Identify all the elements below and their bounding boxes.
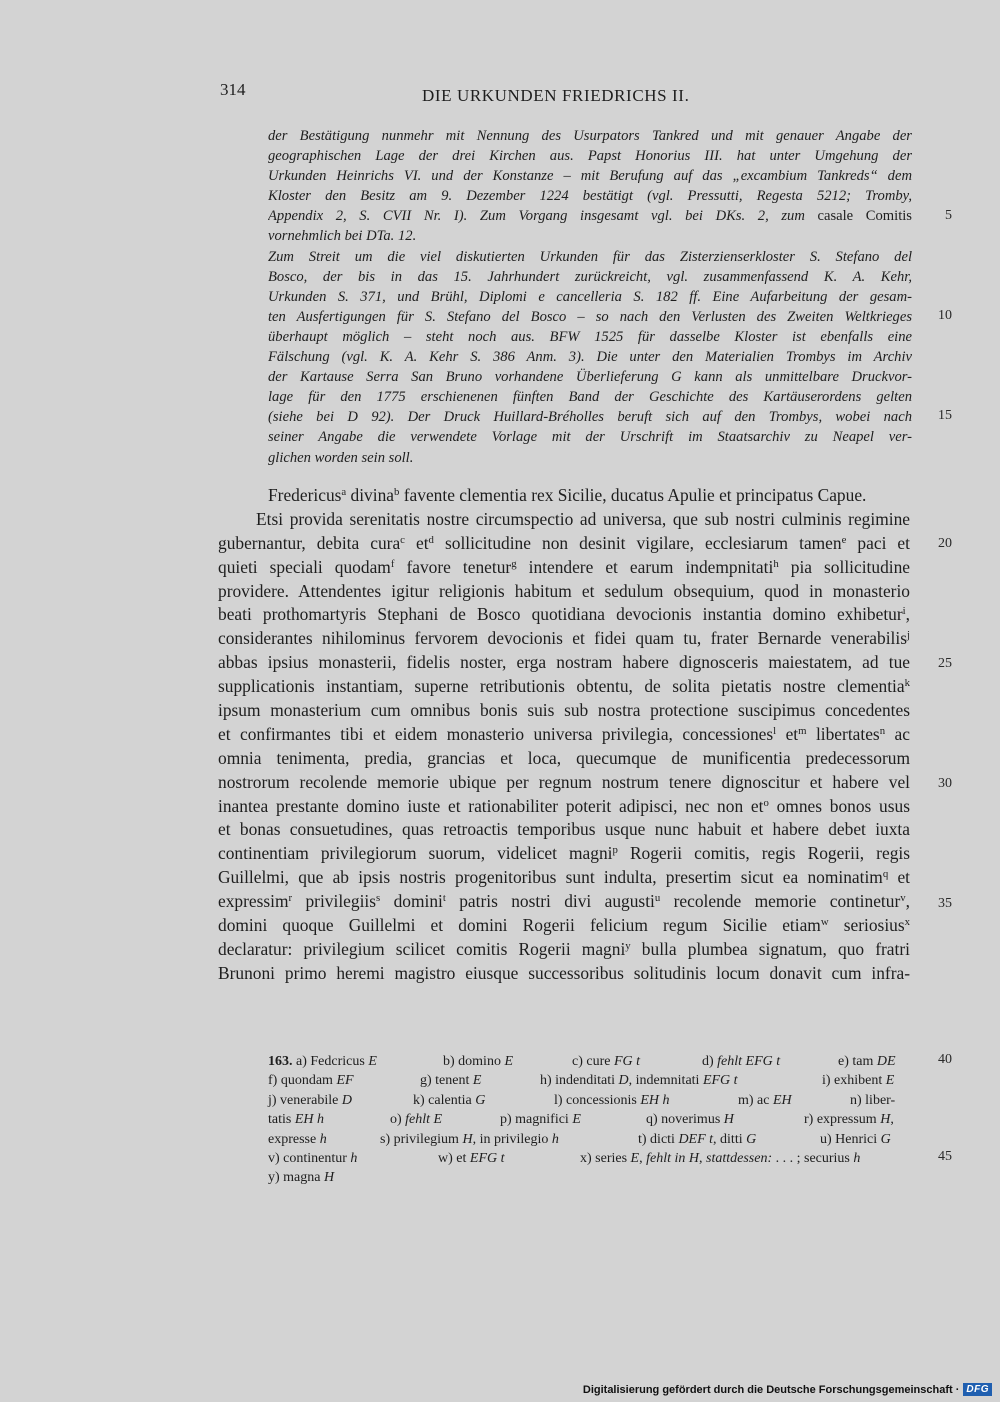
apparatus-entry: j) venerabile D <box>268 1092 352 1108</box>
italic-siglum: EH h <box>640 1092 670 1108</box>
apparatus-entry: w) et EFG t <box>438 1150 505 1166</box>
footnote-marker: r <box>288 892 293 905</box>
margin-line-number: 20 <box>938 536 952 551</box>
italic-siglum: D <box>618 1073 629 1089</box>
italic-siglum: h <box>350 1150 358 1166</box>
commentary-line: vornehmlich bei DTa. 12. <box>268 228 417 245</box>
apparatus-entry: t) dicti DEF t, ditti G <box>638 1131 757 1147</box>
italic-siglum: H <box>462 1131 473 1147</box>
edition-line: nostrorum recolende memorie ubique per regnum nostrum tenere dignoscitur et habere vel <box>218 771 910 792</box>
italic-siglum: EH <box>772 1092 792 1108</box>
edition-line: inantea prestante domino iuste et rationabiliter poterit adipisci, nec non $et^o$ omnes bonos usus <box>218 795 910 816</box>
apparatus-row <box>268 1149 912 1168</box>
italic-siglum: fehlt EFG t <box>717 1054 781 1069</box>
footer-text: Digitalisierung gefördert durch die Deutsche Forschungsgemeinschaft · <box>582 1383 960 1396</box>
edition-line: Guillelmi, que ab ipsis nostris progenitoribus sunt indulta, presertim sicut ea nominatim$^q$ et <box>218 867 910 888</box>
edition-line: considerantes nihilominus fervorem devocionis et fidei quam tu, frater Bernarde venerabilis$^j$ <box>218 628 910 649</box>
apparatus-entry: i) exhibent E <box>822 1073 895 1089</box>
italic-siglum: E <box>368 1054 377 1069</box>
edition-line: continentiam privilegiorum suorum, videlicet magni$^p$ Rogerii comitis, regis Rogerii, regis <box>218 843 910 864</box>
apparatus-entry: r) expressum H, <box>804 1112 894 1128</box>
italic-siglum: EH h <box>294 1112 325 1128</box>
italic-siglum: G <box>475 1092 486 1108</box>
italic-siglum: E <box>572 1112 581 1128</box>
footnote-marker: u <box>654 892 661 905</box>
footnote-marker: p <box>612 844 618 857</box>
edition-line: domini quoque Guillelmi et domini Rogerii felicium regum Sicilie etiam$^w$ seriosius$^x$ <box>218 915 910 936</box>
edition-line: quieti speciali quodam$^f$ favore tenetur$^g$ intendere et earum indempnitati$^h$ pia sollicitudine <box>218 556 910 577</box>
margin-line-number: 10 <box>938 308 952 323</box>
apparatus-entry: e) tam DE <box>838 1054 896 1069</box>
footnote-marker: f <box>390 557 395 570</box>
footnote-marker: m <box>798 724 807 737</box>
commentary-line: (siehe bei D 92). Der Druck Huillard-Bréholles beruft sich auf den Trombys, wobei nach <box>268 409 912 426</box>
italic-siglum: h <box>319 1131 327 1147</box>
footnote-marker: v <box>900 892 906 905</box>
italic-siglum: H <box>880 1112 891 1128</box>
commentary-line: Urkunden S. 371, und Brühl, Diplomi e cancelleria S. 182 ff. Eine Aufarbeitung der gesam- <box>268 288 912 305</box>
footnote-marker: q <box>882 868 889 881</box>
footnote-marker: j <box>907 629 910 642</box>
edition-line: Etsi provida serenitatis nostre circumspectio ad universa, que sub nostri culminis regimine <box>256 508 910 529</box>
margin-line-number: 30 <box>938 776 952 791</box>
italic-siglum: G <box>746 1131 757 1147</box>
commentary-line: Kloster den Besitz am 9. Dezember 1224 bestätigt (vgl. Pressutti, Regesta 5212; Tromby, <box>268 188 912 205</box>
apparatus-row <box>268 1071 912 1090</box>
apparatus-entry: expresse h <box>268 1131 327 1147</box>
apparatus-row <box>268 1130 912 1149</box>
commentary-line: seiner Angabe die verwendete Vorlage mit der Urschrift im Staatsarchiv zu Neapel ver- <box>268 429 912 446</box>
margin-line-number: 15 <box>938 408 952 423</box>
critical-apparatus <box>268 1052 912 1188</box>
footnote-marker: a <box>341 486 347 499</box>
apparatus-entry: h) indenditati D, indemnitati EFG t <box>540 1073 738 1089</box>
apparatus-entry: x) series E, fehlt in H, stattdessen: . . . ; securius h <box>580 1150 861 1166</box>
italic-siglum: E <box>630 1150 640 1166</box>
edition-line: et bonas consuetudines, quas retroactis temporibus usque nunc habuit et habere debet iuxta <box>218 819 910 840</box>
commentary-line: Zum Streit um die viel diskutierten Urkunden für das Zisterzienserkloster S. Stefano del <box>268 248 912 265</box>
apparatus-entry: c) cure FG t <box>572 1054 641 1069</box>
edition-text <box>218 484 910 986</box>
edition-line: providere. Attendentes igitur religionis habitum et sedulum obsequium, quod in monasterio <box>218 580 910 601</box>
margin-line-number: 35 <box>938 896 952 911</box>
footnote-marker: w <box>820 916 829 929</box>
commentary-line: geographischen Lage der drei Kirchen aus. Papst Honorius III. hat unter Umgehung der <box>268 148 912 165</box>
commentary-line: überhaupt möglich – steht noch aus. BFW 1525 für dasselbe Kloster ist ebenfalls eine <box>268 328 912 345</box>
footnote-marker: d <box>428 533 434 546</box>
italic-siglum: EFG t <box>469 1150 505 1166</box>
commentary-line: Urkunden Heinrichs VI. und der Konstanze – mit Berufung auf das „excambium Tankreds“ dem <box>268 168 912 185</box>
apparatus-row <box>268 1110 912 1129</box>
italic-siglum: FG t <box>613 1054 641 1069</box>
apparatus-entry: k) calentia G <box>413 1092 486 1108</box>
footnote-marker: e <box>841 533 847 546</box>
footnote-marker: g <box>511 557 517 570</box>
italic-siglum: DEF t <box>678 1131 714 1147</box>
apparatus-entry: d) fehlt EFG t <box>702 1054 781 1069</box>
margin-line-number: 25 <box>938 656 952 671</box>
apparatus-entry: l) concessionis EH h <box>554 1092 670 1108</box>
italic-siglum: E <box>504 1054 514 1069</box>
edition-line: expressim$^r$ privilegiis$^s$ domini$^t$ patris nostri divi augusti$^u$ recolende memorie continetur$^v$, <box>218 891 910 912</box>
footnote-marker: s <box>376 892 381 905</box>
document-intitulatio: Fredericus$^a$ divina$^b$ favente clementia rex Sicilie, ducatus Apulie et principatus Capue. <box>268 485 867 505</box>
commentary-line: lage für den 1775 erschienenen fünften Band der Geschichte des Kartäuserordens gelten <box>268 389 912 406</box>
apparatus-entry: b) domino E <box>443 1054 514 1069</box>
commentary-line: der Kartause Serra San Bruno vorhandene Überlieferung G kann als unmittelbare Druckvor- <box>268 369 912 386</box>
document-number: 163. <box>268 1054 296 1069</box>
footnote-marker: y <box>625 940 631 952</box>
apparatus-entry: m) ac EH <box>738 1092 792 1108</box>
footnote-marker: x <box>904 916 910 929</box>
apparatus-row <box>268 1091 912 1110</box>
italic-siglum: fehlt in H <box>646 1150 699 1166</box>
apparatus-entry: g) tenent E <box>420 1073 482 1089</box>
footnote-marker: o <box>763 796 769 809</box>
apparatus-entry: u) Henrici G <box>820 1131 891 1147</box>
apparatus-row <box>268 1052 912 1071</box>
edition-line: supplicationis instantiam, superne retributionis obtentu, de solita pietatis nostre clementia$^k$ <box>218 676 910 697</box>
italic-siglum: D <box>341 1092 352 1108</box>
margin-line-number: 40 <box>938 1052 952 1067</box>
footnote-marker: b <box>394 486 400 499</box>
edition-line: beati prothomartyris Stephani de Bosco quotidiana devocionis instantia domino exhibetur$^i$, <box>218 604 910 625</box>
footnote-marker: c <box>400 533 405 546</box>
edition-line: declaratur: privilegium scilicet comitis Rogerii magni$^y$ bulla plumbea signatum, quo fratri <box>218 938 910 959</box>
italic-siglum: G <box>880 1131 891 1147</box>
edition-line: Brunoni primo heremi magistro eiusque successoribus solitudinis locum donavit cum infra- <box>218 962 910 983</box>
italic-siglum: h <box>853 1150 861 1166</box>
dfg-logo: DFG <box>963 1383 992 1396</box>
apparatus-entry: v) continentur h <box>268 1150 358 1166</box>
apparatus-entry: y) magna H <box>268 1170 335 1186</box>
italic-siglum: EF <box>336 1073 354 1089</box>
italic-siglum: E <box>472 1073 482 1089</box>
italic-siglum: H <box>323 1170 335 1186</box>
apparatus-entry: tatis EH h <box>268 1112 325 1128</box>
edition-line: abbas ipsius monasterii, fidelis noster, erga nostram habere dignosceris maiestatem, ad tue <box>218 652 910 673</box>
edition-line: gubernantur, debita cura$^c$ $et^d$ sollicitudine non desinit vigilare, ecclesiarum tamen$^e$ paci et <box>218 532 910 553</box>
edition-line: ipsum monasterium cum omnibus bonis suis sub nostra protectione suscipimus concedentes <box>218 700 910 721</box>
commentary-line: ten Ausfertigungen für S. Stefano del Bosco – so nach den Verlusten des Zweiten Weltkrieges <box>268 308 912 325</box>
margin-line-number: 5 <box>945 208 952 223</box>
commentary-line: Bosco, der bis in das 15. Jahrhundert zurückreicht, vgl. zusammenfassend K. A. Kehr, <box>268 268 912 285</box>
footnote-marker: h <box>773 557 779 570</box>
page-number: 314 <box>220 80 246 99</box>
commentary-block <box>268 126 912 468</box>
apparatus-row <box>268 1168 912 1187</box>
footnote-marker: t <box>442 892 446 905</box>
italic-siglum: E <box>885 1073 895 1089</box>
footnote-marker: i <box>902 605 906 618</box>
commentary-line: Fälschung (vgl. K. A. Kehr S. 386 Anm. 3). Die unter den Materialien Trombys im Archiv <box>268 349 912 366</box>
commentary-line: Appendix 2, S. CVII Nr. I). Zum Vorgang insgesamt vgl. bei DKs. 2, zum casale Comitis <box>268 208 912 225</box>
upright-text: casale Comitis <box>817 208 912 225</box>
footnote-marker: n <box>879 724 886 737</box>
footnote-marker: k <box>904 677 910 690</box>
edition-line: omnia tenimenta, predia, grancias et loca, quecumque de munificentia predecessorum <box>218 747 910 768</box>
commentary-line: glichen worden sein soll. <box>268 449 414 466</box>
apparatus-entry: p) magnifici E <box>500 1112 581 1128</box>
edition-line: et confirmantes tibi et eidem monasterio universa privilegia, concessiones$^l$ $et^m$ libertates$^n$ ac <box>218 723 910 744</box>
apparatus-entry: o) fehlt E <box>390 1112 443 1128</box>
margin-line-number: 45 <box>938 1149 952 1164</box>
italic-siglum: DE <box>876 1054 896 1069</box>
apparatus-entry: f) quondam EF <box>268 1073 354 1089</box>
italic-siglum: H <box>723 1112 734 1128</box>
italic-siglum: stattdessen: <box>706 1150 773 1166</box>
apparatus-entry: 163. a) Fedcricus E <box>268 1054 377 1069</box>
apparatus-entry: n) liber- <box>850 1092 896 1108</box>
footnote-marker: l <box>773 724 777 737</box>
italic-siglum: fehlt E <box>405 1112 443 1128</box>
running-title: DIE URKUNDEN FRIEDRICHS II. <box>422 86 690 105</box>
commentary-line: der Bestätigung nunmehr mit Nennung des Usurpators Tankred und mit genauer Angabe der <box>268 128 912 144</box>
funding-footer <box>583 1383 992 1396</box>
apparatus-entry: s) privilegium H, in privilegio h <box>380 1131 559 1147</box>
italic-siglum: h <box>551 1131 559 1147</box>
italic-siglum: EFG t <box>702 1073 738 1089</box>
apparatus-entry: q) noverimus H <box>646 1112 734 1128</box>
